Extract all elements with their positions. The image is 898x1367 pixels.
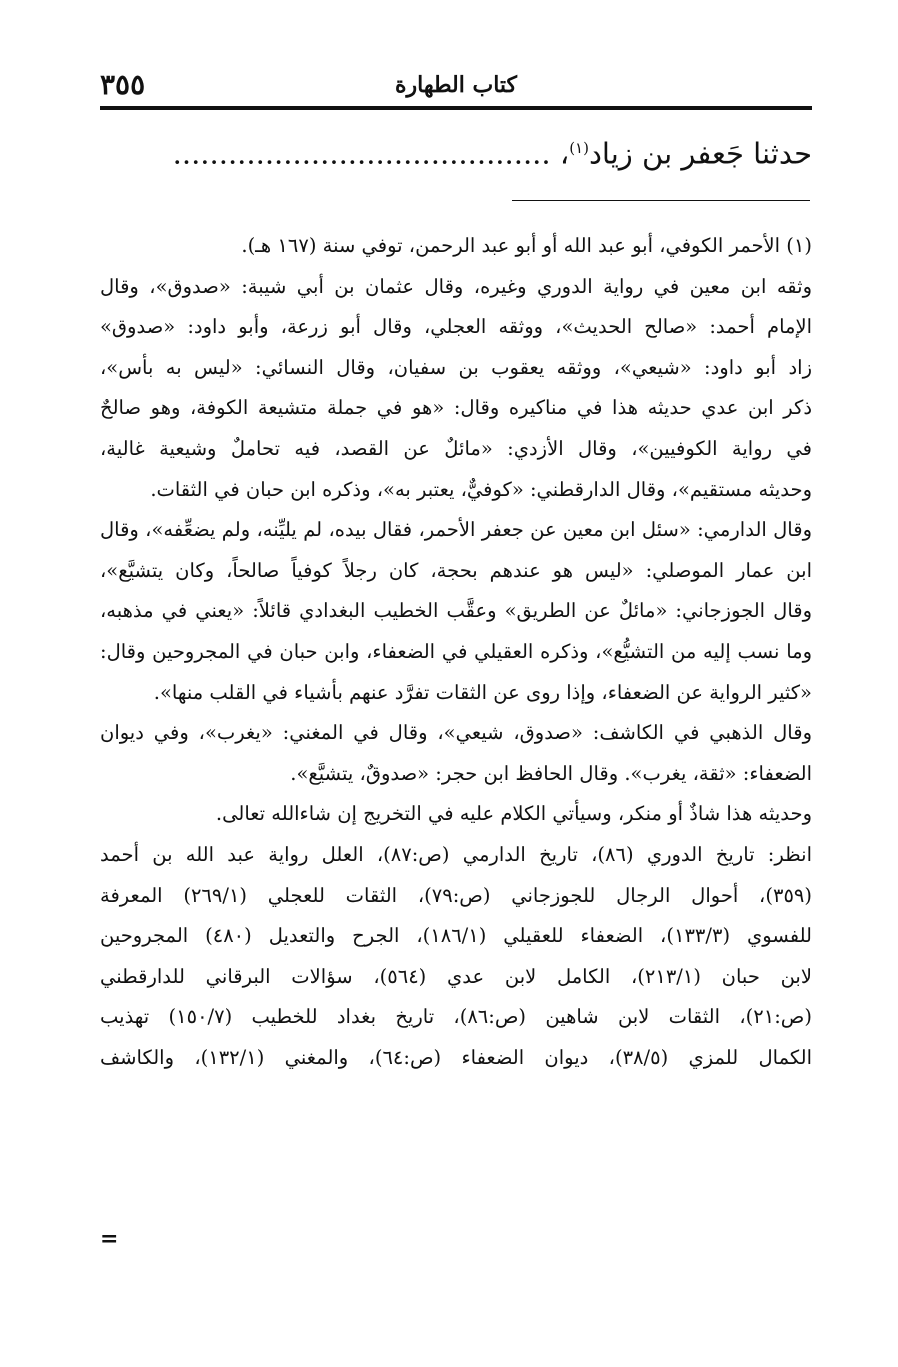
main-text-line <box>100 128 812 174</box>
main-text-dots: ، ......................................... <box>172 136 570 171</box>
footnote-line: ابن عمار الموصلي: «ليس هو عندهم بحجة، كان رجلاً كوفياً صالحاً، وكان يتشيَّع»، <box>100 558 812 582</box>
footnote-line: الضعفاء: «ثقة، يغرب». وقال الحافظ ابن حجر: «صدوقٌ، يتشيَّع». <box>290 761 812 785</box>
footnote-line: زاد أبو داود: «شيعي»، ووثقه يعقوب بن سفيان، وقال النسائي: «ليس به بأس»، <box>100 355 812 379</box>
footnote-line: (ص:٢١)، الثقات لابن شاهين (ص:٨٦)، تاريخ بغداد للخطيب (١٥٠/٧) تهذيب <box>100 1005 812 1029</box>
footnote-line: في رواية الكوفيين»، وقال الأزدي: «مائلٌ عن القصد، فيه تحاملٌ وشيعية غالية، <box>100 436 812 460</box>
footnote-line: (١) الأحمر الكوفي، أبو عبد الله أو أبو عبد الرحمن، توفي سنة (١٦٧ هـ). <box>241 234 812 257</box>
footnote-line: الإمام أحمد: «صالح الحديث»، ووثقه العجلي، وقال أبو زرعة، وأبو داود: «صدوق» <box>100 315 812 339</box>
continuation-mark: = <box>100 1226 119 1252</box>
footnote-block <box>100 226 812 1078</box>
page-number: ٣٥٥ <box>100 68 146 101</box>
footnote-line: (٣٥٩)، أحوال الرجال للجوزجاني (ص:٧٩)، الثقات للعجلي (٢٦٩/١) المعرفة <box>100 883 812 907</box>
page-header <box>100 64 812 110</box>
footnote-line: للفسوي (١٣٣/٣)، الضعفاء للعقيلي (١٨٦/١)، الجرح والتعديل (٤٨٠) المجروحين <box>100 924 812 948</box>
footnote-line: الكمال للمزي (٣٨/٥)، ديوان الضعفاء (ص:٦٤)، والمغني (١٣٢/١)، والكاشف <box>100 1045 812 1069</box>
main-text: حدثنا جَعفر بن زياد <box>588 136 812 171</box>
footnote-line: وثقه ابن معين في رواية الدوري وغيره، وقال عثمان بن أبي شيبة: «صدوق»، وقال <box>100 274 812 298</box>
footnote-line: وحديثه مستقيم»، وقال الدارقطني: «كوفيٌّ، يعتبر به»، وذكره ابن حبان في الثقات. <box>150 477 812 501</box>
footnote-reference: (١) <box>569 139 589 157</box>
footnote-line: وقال الدارمي: «سئل ابن معين عن جعفر الأحمر، فقال بيده، لم يليِّنه، ولم يضعِّفه»، وقال <box>100 518 812 542</box>
footnote-line: «كثير الرواية عن الضعفاء، وإذا روى عن الثقات تفرَّد عنهم بأشياء في القلب منها». <box>153 680 812 704</box>
footnote-line: ذكر ابن عدي حديثه هذا في مناكيره وقال: «هو في جملة متشيعة الكوفة، وهو صالحٌ <box>100 396 812 420</box>
footnote-line: وقال الجوزجاني: «مائلٌ عن الطريق» وعقَّب الخطيب البغدادي قائلاً: «يعني في مذهبه، <box>100 599 812 623</box>
footnote-separator <box>512 200 810 201</box>
footnote-line: انظر: تاريخ الدوري (٨٦)، تاريخ الدارمي (ص:٨٧)، العلل رواية عبد الله بن أحمد <box>100 842 812 866</box>
footnote-line: لابن حبان (٢١٣/١)، الكامل لابن عدي (٥٦٤)، سؤالات البرقاني للدارقطني <box>100 964 812 988</box>
footnote-line: وما نسب إليه من التشيُّع»، وذكره العقيلي في الضعفاء، وابن حبان في المجروحين وقال: <box>100 639 812 663</box>
footnote-line: وحديثه هذا شاذٌ أو منكر، وسيأتي الكلام عليه في التخريج إن شاءالله تعالى. <box>215 802 812 826</box>
running-title: كتاب الطهارة <box>394 72 518 98</box>
footnote-line: وقال الذهبي في الكاشف: «صدوق، شيعي»، وقال في المغني: «يغرب»، وفي ديوان <box>100 721 812 745</box>
